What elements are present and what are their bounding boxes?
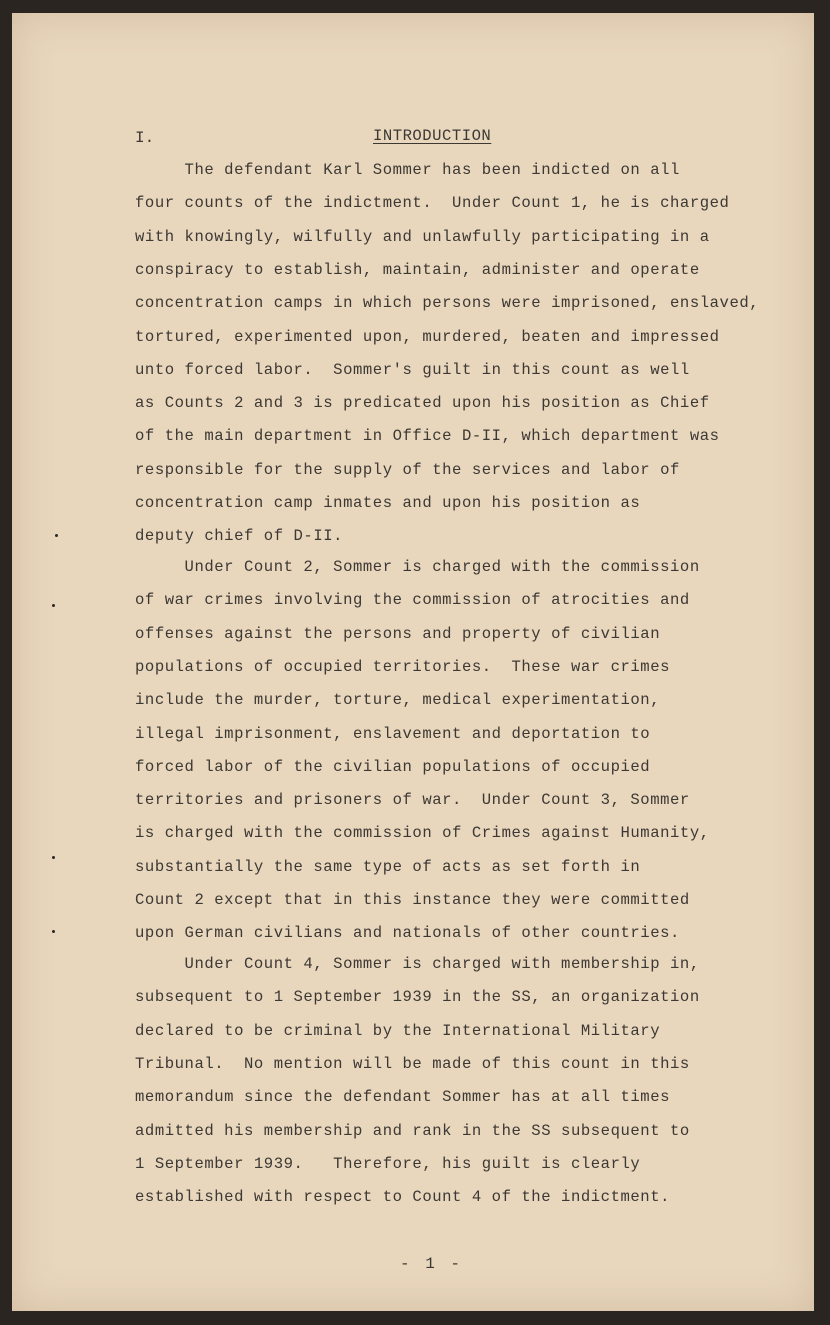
text-line: declared to be criminal by the International Military: [135, 1021, 661, 1040]
text-line: populations of occupied territories. These war crimes: [135, 657, 671, 676]
text-line: Under Count 4, Sommer is charged with membership in,: [135, 955, 700, 973]
text-line: upon German civilians and nationals of other countries.: [135, 924, 680, 943]
text-line: The defendant Karl Sommer has been indicted on all: [135, 161, 680, 179]
text-line: of war crimes involving the commission of atrocities and: [135, 591, 690, 610]
text-line: admitted his membership and rank in the SS subsequent to: [135, 1121, 690, 1140]
paper-speck: [52, 604, 55, 607]
text-line: with knowingly, wilfully and unlawfully participating in a: [135, 227, 710, 246]
text-line: deputy chief of D-II.: [135, 527, 344, 546]
text-line: responsible for the supply of the services and labor of: [135, 460, 680, 479]
text-line: substantially the same type of acts as set forth in: [135, 857, 641, 876]
text-line: Count 2 except that in this instance they were committed: [135, 891, 690, 909]
paper-speck: [52, 856, 55, 859]
text-line: as Counts 2 and 3 is predicated upon his position as Chief: [135, 394, 710, 413]
page-number: - 1 -: [400, 1255, 464, 1273]
paper-speck: [55, 534, 58, 537]
text-line: concentration camp inmates and upon his position as: [135, 494, 641, 512]
text-line: subsequent to 1 September 1939 in the SS, an organization: [135, 988, 700, 1007]
document-page: [12, 13, 814, 1311]
text-line: offenses against the persons and property of civilian: [135, 624, 661, 643]
text-line: forced labor of the civilian populations of occupied: [135, 757, 651, 776]
section-title: INTRODUCTION: [373, 127, 492, 145]
text-line: concentration camps in which persons were imprisoned, enslaved,: [135, 294, 760, 313]
paper-speck: [52, 930, 55, 933]
text-line: include the murder, torture, medical experimentation,: [135, 691, 661, 710]
text-line: Tribunal. No mention will be made of this count in this: [135, 1054, 690, 1073]
text-line: four counts of the indictment. Under Count 1, he is charged: [135, 194, 730, 213]
text-line: unto forced labor. Sommer's guilt in this count as well: [135, 360, 690, 379]
text-line: illegal imprisonment, enslavement and deportation to: [135, 724, 651, 743]
text-line: conspiracy to establish, maintain, administer and operate: [135, 260, 700, 279]
text-line: of the main department in Office D-II, which department was: [135, 427, 720, 446]
text-line: Under Count 2, Sommer is charged with the commission: [135, 558, 700, 576]
text-line: territories and prisoners of war. Under Count 3, Sommer: [135, 791, 690, 810]
text-line: 1 September 1939. Therefore, his guilt is clearly: [135, 1154, 641, 1173]
text-line: memorandum since the defendant Sommer has at all times: [135, 1088, 671, 1107]
text-line: tortured, experimented upon, murdered, beaten and impressed: [135, 327, 720, 346]
section-number: I.: [135, 129, 155, 147]
text-line: established with respect to Count 4 of the indictment.: [135, 1188, 671, 1207]
text-line: is charged with the commission of Crimes against Humanity,: [135, 824, 710, 843]
